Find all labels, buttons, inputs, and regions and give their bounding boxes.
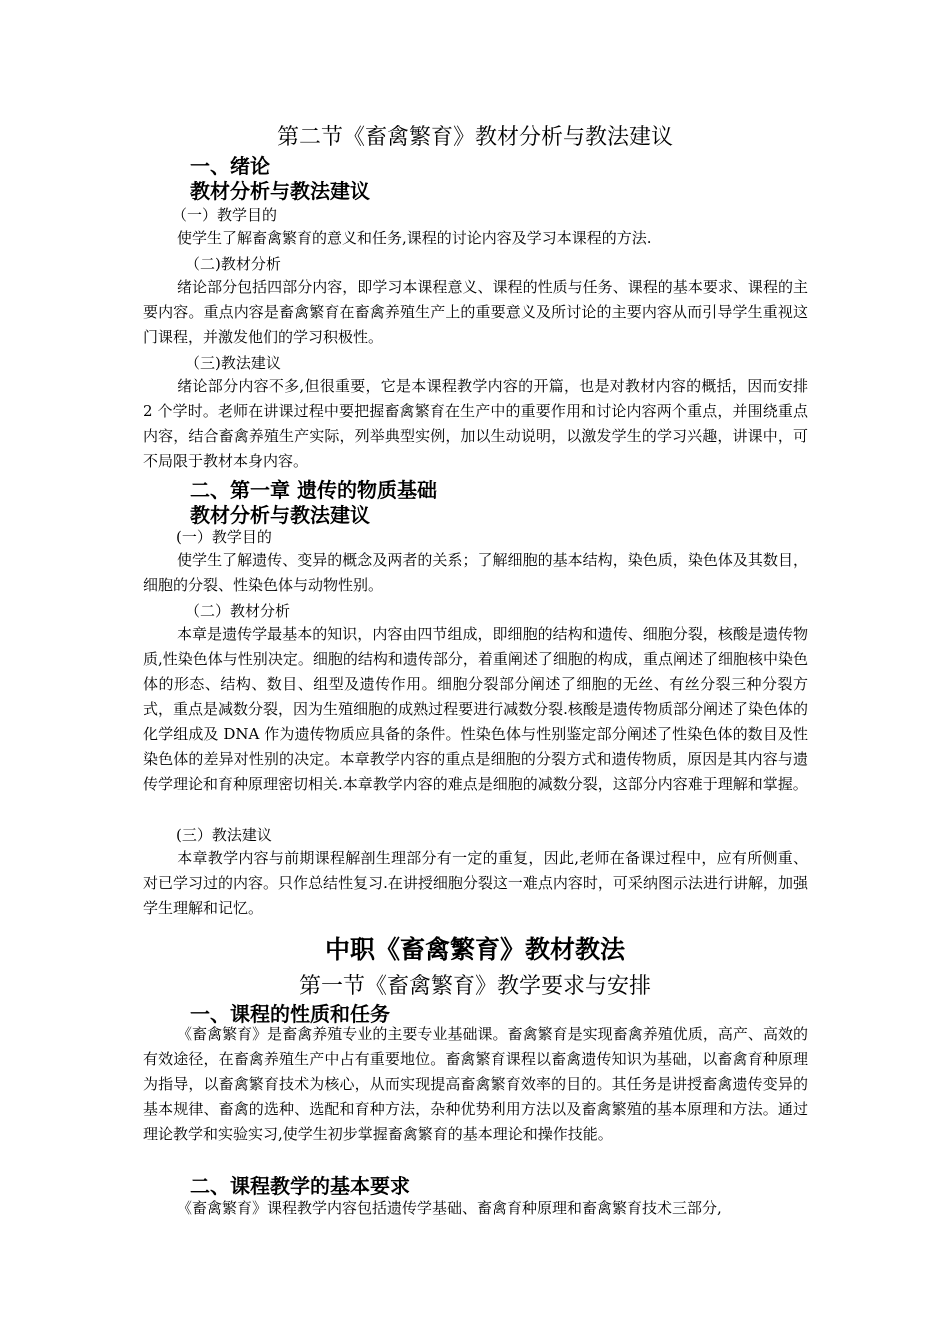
heading-course-requirements: 二、课程教学的基本要求 (190, 1174, 410, 1198)
label-teaching-advice: （三)教法建议 (185, 354, 281, 372)
para-teaching-advice-text: 绪论部分内容不多,但很重要，它是本课程教学内容的开篇，也是对教材内容的概括，因而安排 2 个学时。老师在讲课过程中要把握畜禽繁育在生产中的重要作用和讨论内容两个重点，并围绕重点内容，结合畜禽养殖生产实际，列举典型实例，加以生动说明，以激发学生的学习兴趣，讲课中，可不局限于教材本身内容。 (143, 377, 808, 470)
para-course-requirements-text: 《畜禽繁育》课程教学内容包括遗传学基础、畜禽育种原理和畜禽繁育技术三部分, (177, 1199, 722, 1217)
label-material-analysis: （二)教材分析 (185, 255, 281, 273)
heading-intro: 一、绪论 (190, 154, 270, 178)
para-ch1-teaching-advice-text: 本章教学内容与前期课程解剖生理部分有一定的重复，因此,老师在备课过程中，应有所侧重、对已学习过的内容。只作总结性复习.在讲授细胞分裂这一难点内容时，可采纳图示法进行讲解，加强学生理解和记忆。 (143, 849, 808, 917)
heading-course-nature: 一、课程的性质和任务 (190, 1002, 390, 1026)
main-title: 中职《畜禽繁育》教材教法 (324, 935, 625, 964)
heading-chapter-1-sub: 教材分析与教法建议 (190, 503, 370, 527)
para-teaching-advice (143, 374, 808, 474)
para-course-requirements (143, 1196, 808, 1221)
label-ch1-teaching-aim: (一）教学目的 (176, 528, 272, 546)
label-ch1-teaching-advice: (三）教法建议 (176, 826, 272, 844)
para-course-nature-text: 《畜禽繁育》是畜禽养殖专业的主要专业基础课。畜禽繁育是实现畜禽养殖优质，高产、高效的有效途径，在畜禽养殖生产中占有重要地位。畜禽繁育课程以畜禽遗传知识为基础，以畜禽育种原理为指导，以畜禽繁育技术为核心，从而实现提高畜禽繁育效率的目的。其任务是讲授畜禽遗传变异的基本规律、畜禽的选种、选配和育种方法，杂种优势利用方法以及畜禽繁殖的基本原理和方法。通过理论教学和实验实习,使学生初步掌握畜禽繁育的基本理论和操作技能。 (143, 1025, 808, 1143)
heading-chapter-1: 二、第一章 遗传的物质基础 (190, 478, 437, 502)
para-ch1-teaching-advice (143, 846, 808, 921)
para-teaching-aim-text: 使学生了解畜禽繁育的意义和任务,课程的讨论内容及学习本课程的方法. (177, 229, 652, 247)
section-title-2: 第二节《畜禽繁育》教材分析与教法建议 (276, 125, 673, 150)
para-material-analysis (143, 275, 808, 350)
label-ch1-material-analysis: （二）教材分析 (185, 602, 291, 620)
para-ch1-material-analysis (143, 622, 808, 797)
heading-intro-sub: 教材分析与教法建议 (190, 179, 370, 203)
para-course-nature (143, 1022, 808, 1147)
para-material-analysis-text: 绪论部分包括四部分内容，即学习本课程意义、课程的性质与任务、课程的基本要求、课程的主要内容。重点内容是畜禽繁育在畜禽养殖生产上的重要意义及所讨论的主要内容从而引导学生重视这门课程，并激发他们的学习积极性。 (143, 278, 808, 346)
para-ch1-teaching-aim-text: 使学生了解遗传、变异的概念及两者的关系；了解细胞的基本结构，染色质，染色体及其数目，细胞的分裂、性染色体与动物性别。 (143, 551, 808, 594)
para-ch1-material-analysis-text: 本章是遗传学最基本的知识，内容由四节组成，即细胞的结构和遗传、细胞分裂，核酸是遗传物质,性染色体与性别决定。细胞的结构和遗传部分，着重阐述了细胞的构成，重点阐述了细胞核中染色体的形态、结构、数目、组型及遗传作用。细胞分裂部分阐述了细胞的无丝、有丝分裂三种分裂方式，重点是减数分裂，因为生殖细胞的成熟过程要进行减数分裂.核酸是遗传物质部分阐述了染色体的化学组成及 DNA 作为遗传物质应具备的条件。性染色体与性别鉴定部分阐述了性染色体的数目及性染色体的差异对性别的决定。本章教学内容的重点是细胞的分裂方式和遗传物质，原因是其内容与遗传学理论和育种原理密切相关.本章教学内容的难点是细胞的减数分裂，这部分内容难于理解和掌握。 (143, 625, 808, 793)
section-title-1: 第一节《畜禽繁育》教学要求与安排 (298, 974, 651, 999)
para-ch1-teaching-aim (143, 548, 808, 598)
para-teaching-aim (143, 226, 808, 251)
label-teaching-aim: （一）教学目的 (172, 206, 278, 224)
